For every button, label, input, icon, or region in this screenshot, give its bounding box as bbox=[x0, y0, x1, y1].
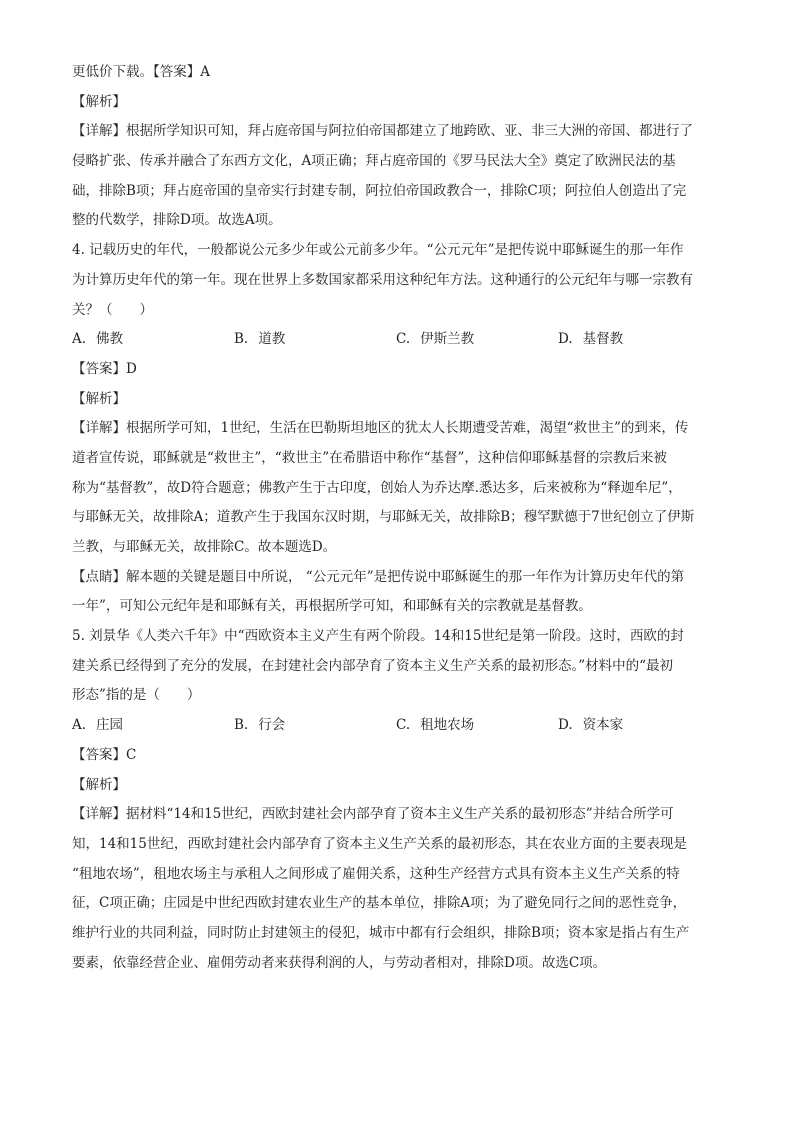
explanation-text: 【详解】据材料“14和15世纪，西欧封建社会内部孕育了资本主义生产关系的最初形态”并结合所学可 bbox=[72, 806, 674, 823]
question-4-stem: 关？（ ） bbox=[72, 301, 153, 318]
explanation-text: 维护行业的共同利益，同时防止封建领主的侵犯，城市中都有行会组织，排除B项；资本家是指占有生产 bbox=[72, 924, 690, 941]
question-4-stem: 4. 记载历史的年代，一般都说公元多少年或公元前多少年。“公元元年”是把传说中耶稣诞生的那一年作 bbox=[72, 242, 684, 259]
key-point-text: 一年”，可知公元纪年是和耶稣有关，再根据所学可知，和耶稣有关的宗教就是基督教。 bbox=[72, 598, 592, 615]
option-key: A. bbox=[72, 331, 87, 348]
option-key: B. bbox=[234, 717, 249, 734]
question-5-stem: 建关系已经得到了充分的发展，在封建社会内部孕育了资本主义生产关系的最初形态。”材料中的“最初 bbox=[72, 657, 674, 674]
option-d bbox=[558, 715, 720, 745]
question-5-stem: 5. 刘景华《人类六千年》中“西欧资本主义产生有两个阶段。14和15世纪是第一阶段。这时，西欧的封 bbox=[72, 628, 684, 645]
question-4-stem: 为计算历史年代的第一年。现在世界上多数国家都采用这种纪年方法。这种通行的公元纪年与哪一宗教有 bbox=[72, 271, 693, 288]
option-text: 基督教 bbox=[582, 331, 624, 348]
option-key: A. bbox=[72, 717, 87, 734]
option-text: 庄园 bbox=[96, 717, 124, 734]
option-key: D. bbox=[558, 331, 573, 348]
option-key: C. bbox=[396, 717, 411, 734]
explanation-text: 侵略扩张、传承并融合了东西方文化，A项正确；拜占庭帝国的《罗马民法大全》奠定了欧洲民法的基 bbox=[72, 153, 676, 170]
explanation-text: 知，14和15世纪，西欧封建社会内部孕育了资本主义生产关系的最初形态，其在农业方面的主要表现是 bbox=[72, 835, 687, 852]
explanation-text: 础，排除B项；拜占庭帝国的皇帝实行封建专制，阿拉伯帝国政教合一，排除C项；阿拉伯人创造出了完 bbox=[72, 182, 687, 199]
question-5-options bbox=[72, 715, 732, 745]
explanation-text: 称为“基督教”，故D符合题意；佛教产生于古印度，创始人为乔达摩.悉达多，后来被称为“释迦牟尼”， bbox=[72, 479, 682, 496]
explanation-text: 兰教，与耶稣无关，故排除C。故本题选D。 bbox=[72, 539, 337, 555]
explanation-text: 整的代数学，排除D项。故选A项。 bbox=[72, 212, 282, 229]
explanation-text: 道者宣传说，耶稣就是“救世主”，“救世主”在希腊语中称作“基督”，这种信仰耶稣基督的宗教后来被 bbox=[72, 449, 667, 466]
option-key: B. bbox=[234, 331, 249, 348]
question-5-stem: 形态”指的是（ ） bbox=[72, 687, 201, 704]
explanation-text: 【详解】根据所学知识可知，拜占庭帝国与阿拉伯帝国都建立了地跨欧、亚、非三大洲的帝国、都进行了 bbox=[72, 123, 693, 140]
explanation-text: 要素，依靠经营企业、雇佣劳动者来获得利润的人，与劳动者相对，排除D项。故选C项。 bbox=[72, 954, 607, 971]
option-d bbox=[558, 329, 720, 359]
option-key: D. bbox=[558, 717, 573, 734]
option-text: 资本家 bbox=[582, 717, 624, 734]
answer-line-q3: 更低价下载。【答案】A bbox=[72, 64, 210, 80]
key-point-text: 【点睛】解本题的关键是题目中所说， “公元元年”是把传说中耶稣诞生的那一年作为计算历史年代的第 bbox=[72, 568, 685, 585]
explanation-text: 征，C项正确；庄园是中世纪西欧封建农业生产的基本单位，排除A项；为了避免同行之间的恶性竞争， bbox=[72, 895, 687, 912]
option-a bbox=[72, 715, 234, 745]
option-text: 伊斯兰教 bbox=[420, 331, 475, 348]
option-key: C. bbox=[396, 331, 411, 348]
option-b bbox=[234, 715, 396, 745]
option-b bbox=[234, 329, 396, 359]
document-page bbox=[72, 62, 732, 982]
explanation-text: 【详解】根据所学可知，1世纪，生活在巴勒斯坦地区的犹太人长期遭受苦难，渴望“救世主”的到来，传 bbox=[72, 420, 689, 437]
option-text: 行会 bbox=[258, 717, 286, 734]
option-text: 道教 bbox=[258, 331, 286, 348]
option-a bbox=[72, 329, 234, 359]
option-text: 租地农场 bbox=[420, 717, 475, 734]
question-4-options bbox=[72, 329, 732, 359]
analysis-heading: 【解析】 bbox=[72, 390, 126, 407]
explanation-text: “租地农场”，租地农场主与承租人之间形成了雇佣关系，这种生产经营方式具有资本主义生产关系的特 bbox=[72, 865, 680, 882]
answer-line-q4: 【答案】D bbox=[72, 360, 137, 377]
answer-line-q5: 【答案】C bbox=[72, 746, 137, 763]
explanation-text: 与耶稣无关，故排除A；道教产生于我国东汉时期，与耶稣无关，故排除B；穆罕默德于7世纪创立了伊斯 bbox=[72, 509, 695, 526]
option-text: 佛教 bbox=[96, 331, 124, 348]
option-c bbox=[396, 715, 558, 745]
option-c bbox=[396, 329, 558, 359]
analysis-heading: 【解析】 bbox=[72, 776, 126, 793]
analysis-heading: 【解析】 bbox=[72, 93, 126, 110]
